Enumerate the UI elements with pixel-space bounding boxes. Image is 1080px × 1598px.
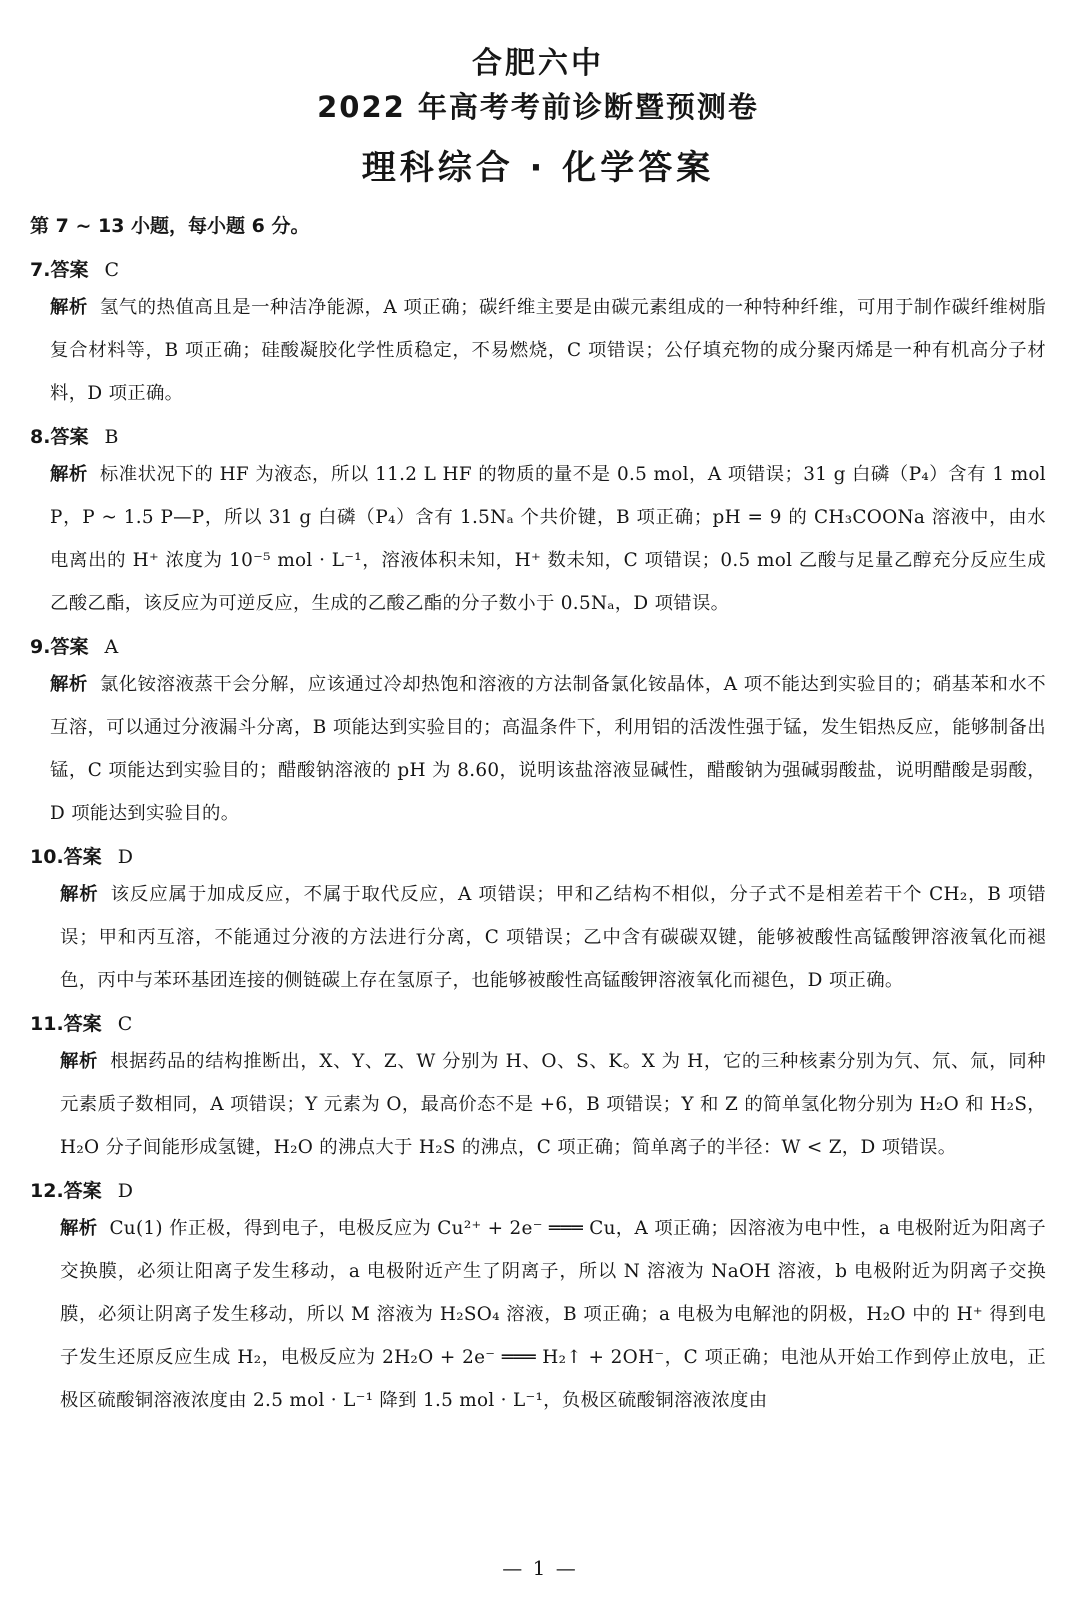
analysis-paragraph <box>30 453 1046 625</box>
scoring-note: 第 7 ~ 13 小题，每小题 6 分。 <box>30 215 310 237</box>
document-header <box>30 42 1046 192</box>
answer-line <box>30 633 1046 661</box>
answer-choice: A <box>104 636 119 658</box>
page-number: — 1 — <box>502 1556 578 1580</box>
answer-label: 答案 <box>50 259 89 281</box>
exam-title: 2022 年高考考前诊断暨预测卷 <box>317 90 759 124</box>
answer-line <box>30 1010 1046 1038</box>
answer-label: 答案 <box>63 1013 102 1035</box>
question-7 <box>30 256 1046 415</box>
answer-line <box>30 843 1046 871</box>
question-number: 8. <box>30 426 51 448</box>
answer-choice: C <box>117 1013 133 1035</box>
answer-label: 答案 <box>50 426 89 448</box>
analysis-paragraph <box>30 873 1046 1002</box>
analysis-paragraph <box>30 663 1046 835</box>
analysis-label: 解析 <box>50 464 88 485</box>
analysis-text: 根据药品的结构推断出，X、Y、Z、W 分别为 H、O、S、K。X 为 H，它的三种核素分别为氕、氘、氚，同种元素质子数相同，A 项错误；Y 元素为 O，最高价态不是 +6，B 项错误；Y 和 Z 的简单氢化物分别为 H₂O 和 H₂S，H₂O 分子间能形成氢键，H₂O 的沸点大于 H₂S 的沸点，C 项正确；简单离子的半径：W < Z，D 项错误。 <box>60 1051 1046 1158</box>
analysis-text: 氯化铵溶液蒸干会分解，应该通过冷却热饱和溶液的方法制备氯化铵晶体，A 项不能达到实验目的；硝基苯和水不互溶，可以通过分液漏斗分离，B 项能达到实验目的；高温条件下，利用铝的活泼性强于锰，发生铝热反应，能够制备出锰，C 项能达到实验目的；醋酸钠溶液的 pH 为 8.60，说明该盐溶液显碱性，醋酸钠为强碱弱酸盐，说明醋酸是弱酸，D 项能达到实验目的。 <box>50 674 1046 824</box>
analysis-label: 解析 <box>50 674 88 695</box>
analysis-paragraph <box>30 286 1046 415</box>
analysis-label: 解析 <box>50 297 88 318</box>
question-10 <box>30 843 1046 1002</box>
analysis-label: 解析 <box>60 1051 99 1072</box>
answer-choice: D <box>117 846 133 868</box>
analysis-paragraph <box>30 1040 1046 1169</box>
answer-label: 答案 <box>63 846 102 868</box>
answer-label: 答案 <box>50 636 89 658</box>
answer-choice: C <box>104 259 120 281</box>
analysis-text: 该反应属于加成反应，不属于取代反应，A 项错误；甲和乙结构不相似，分子式不是相差若干个 CH₂，B 项错误；甲和丙互溶，不能通过分液的方法进行分离，C 项错误；乙中含有碳碳双键，能够被酸性高锰酸钾溶液氧化而褪色，丙中与苯环基团连接的侧链碳上存在氢原子，也能够被酸性高锰酸钾溶液氧化而褪色，D 项正确。 <box>60 884 1046 991</box>
answer-line <box>30 1177 1046 1205</box>
question-8 <box>30 423 1046 625</box>
school-name: 合肥六中 <box>472 46 604 81</box>
answer-line <box>30 256 1046 284</box>
question-9 <box>30 633 1046 835</box>
question-number: 7. <box>30 259 51 281</box>
analysis-label: 解析 <box>60 1218 98 1239</box>
question-number: 12. <box>30 1180 64 1202</box>
question-11 <box>30 1010 1046 1169</box>
answer-label: 答案 <box>63 1180 102 1202</box>
analysis-text: 氢气的热值高且是一种洁净能源，A 项正确；碳纤维主要是由碳元素组成的一种特种纤维，可用于制作碳纤维树脂复合材料等，B 项正确；硅酸凝胶化学性质稳定，不易燃烧，C 项错误；公仔填充物的成分聚丙烯是一种有机高分子材料，D 项正确。 <box>50 297 1046 404</box>
question-number: 10. <box>30 846 64 868</box>
analysis-text: 标准状况下的 HF 为液态，所以 11.2 L HF 的物质的量不是 0.5 mol，A 项错误；31 g 白磷（P₄）含有 1 mol P，P ~ 1.5 P—P，所以 31 g 白磷（P₄）含有 1.5Nₐ 个共价键，B 项正确；pH = 9 的 CH₃COONa 溶液中，由水电离出的 H⁺ 浓度为 10⁻⁵ mol · L⁻¹，溶液体积未知，H⁺ 数未知，C 项错误；0.5 mol 乙酸与足量乙醇充分反应生成乙酸乙酯，该反应为可逆反应，生成的乙酸乙酯的分子数小于 0.5Nₐ，D 项错误。 <box>50 464 1046 614</box>
question-12 <box>30 1177 1046 1422</box>
subject-title: 理科综合 · 化学答案 <box>361 148 715 188</box>
answer-choice: B <box>104 426 119 448</box>
question-number: 9. <box>30 636 51 658</box>
analysis-text: Cu(1) 作正极，得到电子，电极反应为 Cu²⁺ + 2e⁻ ═══ Cu，A 项正确；因溶液为电中性，a 电极附近为阳离子交换膜，必须让阳离子发生移动，a 电极附近产生了阴离子，所以 N 溶液为 NaOH 溶液，b 电极附近为阴离子交换膜，必须让阴离子发生移动，所以 M 溶液为 H₂SO₄ 溶液，B 项正确；a 电极为电解池的阴极，H₂O 中的 H⁺ 得到电子发生还原反应生成 H₂，电极反应为 2H₂O + 2e⁻ ═══ H₂↑ + 2OH⁻，C 项正确；电池从开始工作到停止放电，正极区硫酸铜溶液浓度由 2.5 mol · L⁻¹ 降到 1.5 mol · L⁻¹，负极区硫酸铜溶液浓度由 <box>60 1218 1046 1411</box>
answer-choice: D <box>117 1180 133 1202</box>
answer-line <box>30 423 1046 451</box>
analysis-label: 解析 <box>60 884 99 905</box>
question-number: 11. <box>30 1013 64 1035</box>
analysis-paragraph <box>30 1207 1046 1422</box>
